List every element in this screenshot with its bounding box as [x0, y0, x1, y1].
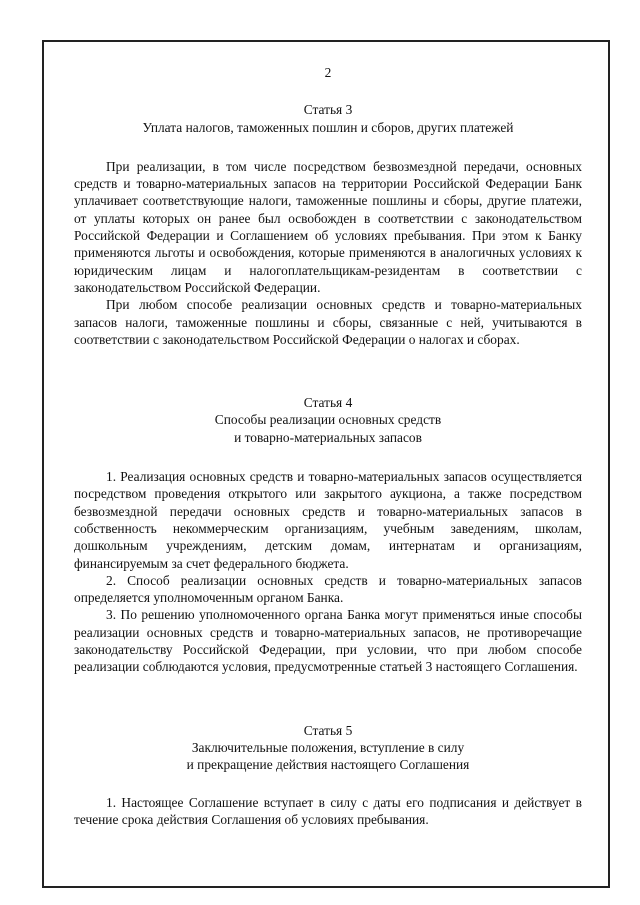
article-4-title: Статья 4	[303, 395, 353, 411]
article-4-heading-line-1: Способы реализации основных средств	[214, 412, 442, 428]
article-4-paragraph-2: 2. Способ реализации основных средств и товарно-материальных запасов определяется уполномоченным органом Банка.	[74, 572, 582, 606]
article-4-paragraph-3: 3. По решению уполномоченного органа Банка могут применяться иные способы реализации основных средств и товарно-материальных запасов, не противоречащие законодательству Российской Федерации, при условии, что при любом способе реализации соблюдаются условия, предусмотренные статьей 3 настоящего Соглашения.	[74, 607, 582, 675]
article-3-heading: Уплата налогов, таможенных пошлин и сборов, других платежей	[142, 119, 514, 135]
article-5-heading-line-2: и прекращение действия настоящего Соглашения	[186, 757, 470, 773]
article-3-paragraph-1: При реализации, в том числе посредством безвозмездной передачи, основных средств и товарно-материальных запасов на территории Российской Федерации Банк уплачивает соответствующие налоги, таможенные пошлины и сборы, другие платежи, от уплаты которых он ранее был освобожден в соответствии с законодательством Российской Федерации и Соглашением об условиях пребывания. При этом к Банку применяются льготы и освобождения, которые применяются в аналогичных условиях к юридическим лицам и налогоплательщикам-резидентам в соответствии с законодательством Российской Федерации.	[74, 158, 582, 295]
article-4-heading-line-2: и товарно-материальных запасов	[234, 429, 422, 445]
article-5-title: Статья 5	[303, 722, 353, 738]
document-page	[74, 64, 582, 828]
article-3-paragraph-2: При любом способе реализации основных средств и товарно-материальных запасов налоги, таможенные пошлины и сборы, связанные с ней, учитываются в соответствии с законодательством Российской Федерации о налогах и сборах.	[74, 297, 582, 347]
article-5-heading-line-1: Заключительные положения, вступление в силу	[191, 739, 465, 755]
article-3-title: Статья 3	[303, 102, 353, 118]
article-4-paragraph-1: 1. Реализация основных средств и товарно-материальных запасов осуществляется посредством проведения открытого или закрытого аукциона, а также посредством безвозмездной передачи основных средств и товарно-материальных запасов в собственность некоммерческим организациям, учебным заведениям, школам, дошкольным учреждениям, детским домам, интернатам и организациям, финансируемым за счет федерального бюджета.	[74, 469, 582, 571]
page-number: 2	[324, 65, 332, 80]
article-5-paragraph-1: 1. Настоящее Соглашение вступает в силу с даты его подписания и действует в течение срока действия Соглашения об условиях пребывания.	[74, 794, 582, 827]
